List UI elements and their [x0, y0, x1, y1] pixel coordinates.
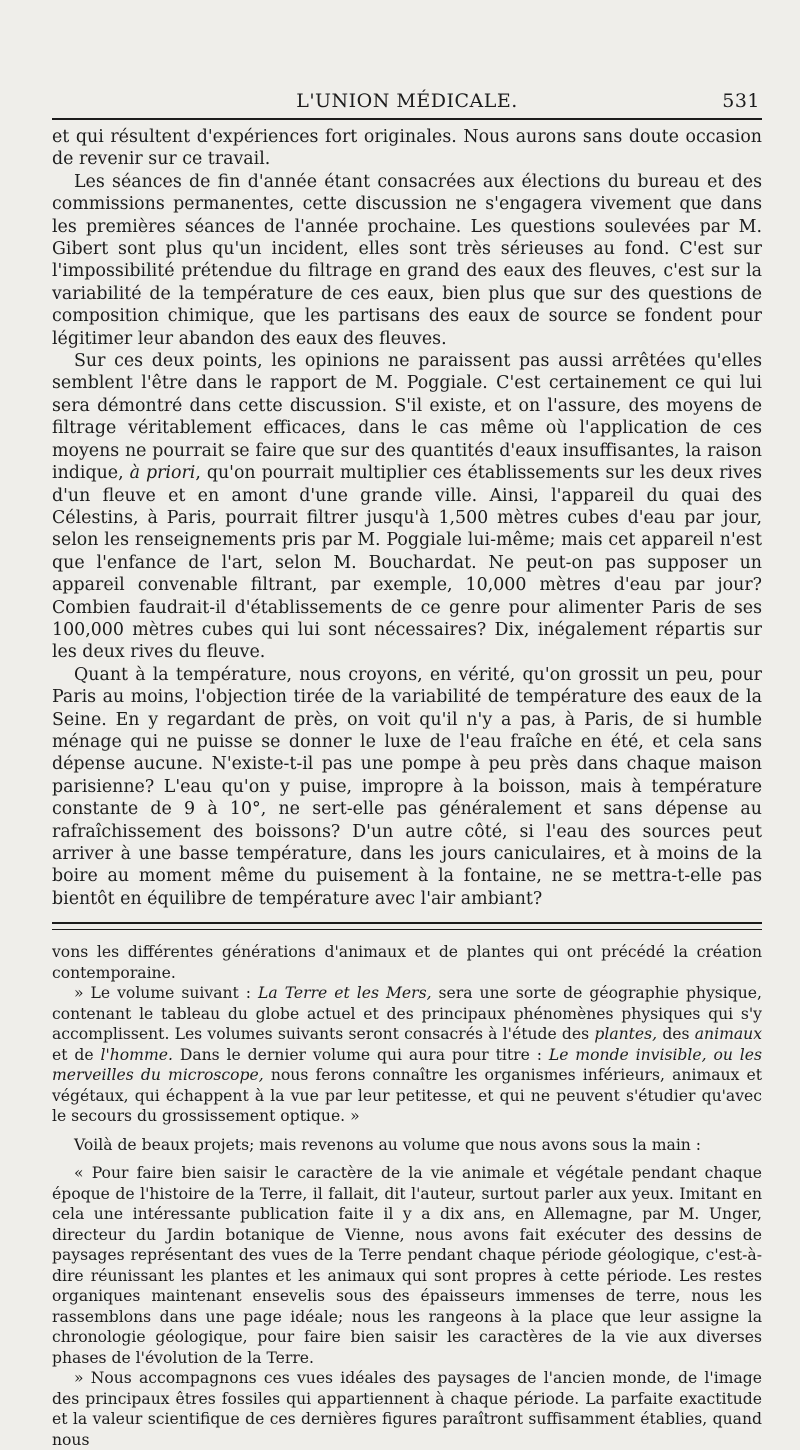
- paragraph-seances: Les séances de fin d'année étant consacrées aux élections du bureau et des commissions permanentes, cette discussion ne s'engagera vivement que dans les premières séances de l'année prochaine. Les questions soulevées par M. Gibert sont plus qu'un incident, elles sont très sérieuses au fond. C'est sur l'impossibilité prétendue du filtrage en grand des eaux des fleuves, c'est sur la variabilité de la température de ces eaux, bien plus que sur des questions de composition chimique, que les partisans des eaux de source se fondent pour légitimer leur abandon des eaux des fleuves.: [52, 171, 762, 349]
- emphasis-animaux: animaux: [694, 1025, 762, 1044]
- feuilleton-quote-vues-ideales: » Nous accompagnons ces vues idéales des paysages de l'ancien monde, de l'image des principaux êtres fossiles qui appartiennent à chaque période. La parfaite exactitude et la valeur scientifique de ces dernières figures paraîtront suffisamment établies, quand nous: [52, 1369, 762, 1449]
- feuilleton-separator: [52, 922, 762, 930]
- running-head: [52, 88, 762, 118]
- book-title-monde-invisible: Le monde invisible, ou les merveilles du microscope,: [52, 1045, 762, 1085]
- header-rule: [52, 118, 762, 120]
- book-title-terre-mers: La Terre et les Mers,: [258, 984, 432, 1003]
- paragraph-temperature: Quant à la température, nous croyons, en vérité, qu'on grossit un peu, pour Paris au moins, l'objection tirée de la variabilité de température des eaux de la Seine. En y regardant de près, on voit qu'il n'y a pas, à Paris, de si humble ménage qui ne puisse se donner le luxe de l'eau fraîche en été, et cela sans dépense aucune. N'existe-t-il pas une pompe à peu près dans chaque maison parisienne? L'eau qu'on y puise, impropre à la boisson, mais à température constante de 9 à 10°, ne sert-elle pas généralement et sans dépense au rafraîchissement des boissons? D'un autre côté, si l'eau des sources peut arriver à une basse température, dans les jours caniculaires, et à moins de la boire au moment même du puisement à la fontaine, ne se mettra-t-elle pas bientôt en équilibre de température avec l'air ambiant?: [52, 664, 762, 909]
- main-text: [52, 126, 762, 910]
- paragraph-deux-points-start: Sur ces deux points, les opinions ne paraissent pas aussi arrêtées qu'elles semblent l'être dans le rapport de M. Poggiale. C'est certainement ce qui lui sera démontré dans cette discussion. S'il existe, et on l'assure, des moyens de filtrage véritablement efficaces, dans le cas même où l'application de ces moyens ne pourrait se faire que sur des quantités d'eaux insuffisantes, la raison indique,: [52, 351, 762, 484]
- paragraph-deux-points-end: , qu'on pourrait multiplier ces établissements sur les deux rives d'un fleuve et en amont d'une grande ville. Ainsi, l'appareil du quai des Célestins, à Paris, pourrait filtrer jusqu'à 1,500 mètres cubes d'eau par jour, selon les renseignements pris par M. Poggiale lui-même; mais cet appareil n'est que l'enfance de l'art, selon M. Bouchardat. Ne peut-on pas supposer un appareil convenable filtrant, par exemple, 10,000 mètres d'eau par jour? Combien faudrait-il d'établissements de ce genre pour alimenter Paris de ses 100,000 mètres cubes qui lui sont nécessaires? Dix, inégalement répartis sur les deux rives du fleuve.: [52, 463, 763, 663]
- journal-title: L'UNION MÉDICALE.: [296, 90, 518, 112]
- feuilleton-text: [52, 942, 762, 1450]
- a-priori-emphasis: à priori: [129, 463, 196, 484]
- text-span: sera une sorte de géographie physique, contenant le tableau du globe actuel et des principaux phénomènes physiques qui s'y accomplissent. Les volumes suivants seront consacrés à l'étude des: [52, 984, 762, 1044]
- text-span: et de: [52, 1045, 101, 1064]
- text-span: Dans le dernier volume qui aura pour titre :: [172, 1045, 549, 1064]
- feuilleton-volume-suivant: [52, 983, 762, 1127]
- emphasis-plantes: plantes,: [594, 1025, 658, 1044]
- feuilleton-quote-vie-animale: « Pour faire bien saisir le caractère de la vie animale et végétale pendant chaque époque de l'histoire de la Terre, il fallait, dit l'auteur, surtout parler aux yeux. Imitant en cela une intéressante publication faite il y a dix ans, en Allemagne, par M. Unger, directeur du Jardin botanique de Vienne, nous avons fait exécuter des dessins de paysages représentant des vues de la Terre pendant chaque période géologique, c'est-à-dire réunissant les plantes et les animaux qui sont propres à cette période. Les restes organiques maintenant ensevelis sous des épaisseurs immenses de terre, nous les rassemblons dans une page idéale; nous les rangeons à la place que leur assigne la chronologie géologique, pour faire bien saisir les caractères de la vie aux diverses phases de l'évolution de la Terre.: [52, 1164, 762, 1367]
- text-span: nous ferons connaître les organismes inférieurs, animaux et végétaux, qui échappent à la vue par leur petitesse, et qui ne peuvent s'étudier qu'avec le secours du grossissement optique. »: [52, 1066, 763, 1126]
- emphasis-homme: l'homme.: [100, 1045, 173, 1064]
- paragraph-continuation: et qui résultent d'expériences fort originales. Nous aurons sans doute occasion de revenir sur ce travail.: [52, 127, 762, 170]
- page-number: 531: [722, 90, 760, 112]
- feuilleton-continuation: vons les différentes générations d'animaux et de plantes qui ont précédé la création contemporaine.: [52, 943, 762, 982]
- text-span: » Le volume suivant :: [74, 984, 259, 1003]
- paragraph-deux-points: [52, 350, 762, 664]
- text-span: des: [657, 1025, 695, 1044]
- feuilleton-beaux-projets: Voilà de beaux projets; mais revenons au volume que nous avons sous la main :: [74, 1135, 702, 1154]
